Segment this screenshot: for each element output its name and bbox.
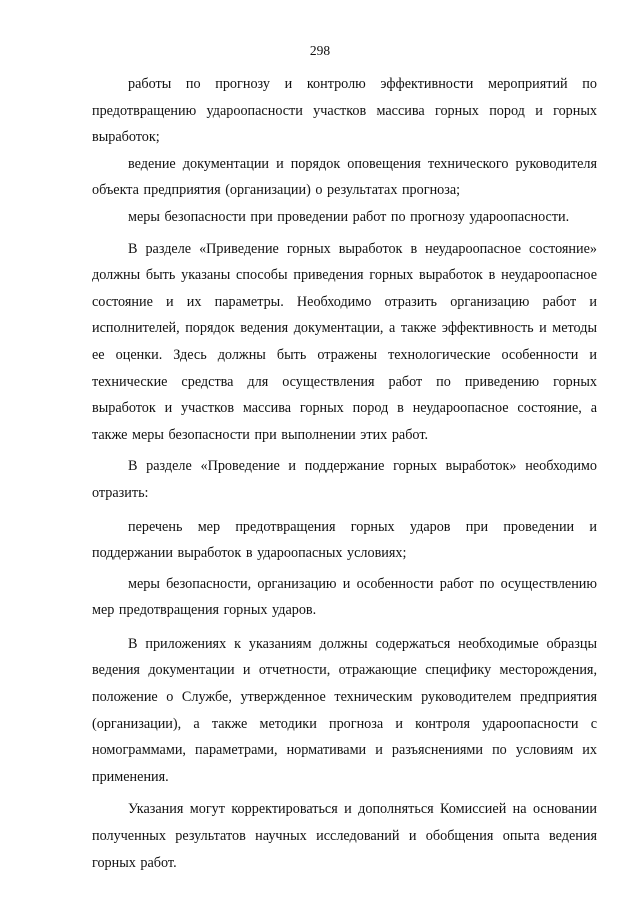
page-number: 298 [309,43,331,58]
paragraph-maintenance-section: В разделе «Проведение и поддержание горных выработок» необходимо отразить: [92,458,597,501]
paragraph-safety-organization: меры безопасности, организацию и особенности работ по осуществлению мер предотвращения горных ударов. [92,575,597,619]
paragraph-non-hazard-section: В разделе «Приведение горных выработок в неудароопасное состояние» должны быть указаны способы приведения горных выработок в неудароопасное состояние и их параметры. Необходимо отразить организацию работ и исполнителей, порядок ведения документации, а также эффективность и методы ее оценки. Здесь должны быть отражены технологические особенности и технические средства для осуществления работ по приведению горных выработок и участков массива горных пород в неудароопасное состояние, а также меры безопасности при выполнении этих работ. [92,240,597,443]
paragraph-forecast-work: работы по прогнозу и контролю эффективности мероприятий по предотвращению удароопасности участков массива горных пород и горных выработок; [92,76,597,146]
paragraph-appendices: В приложениях к указаниям должны содержаться необходимые образцы ведения документации и отчетности, отражающие специфику месторождения, положение о Службе, утвержденное техническим руководителем предприятия (организации), а также методики прогноза и контроля удароопасности с номограммами, параметрами, нормативами и разъяснениями по условиям их применения. [92,635,597,785]
document-body [92,71,597,876]
paragraph-safety-measures: меры безопасности при проведении работ по прогнозу удароопасности. [128,208,570,225]
paragraph-prevention-list: перечень мер предотвращения горных ударов при проведении и поддержании выработок в удароопасных условиях; [92,518,597,562]
paragraph-corrections: Указания могут корректироваться и дополняться Комиссией на основании полученных результатов научных исследований и обобщения опыта ведения горных работ. [92,801,597,871]
paragraph-documentation: ведение документации и порядок оповещения технического руководителя объекта предприятия (организации) о результатах прогноза; [92,155,597,199]
